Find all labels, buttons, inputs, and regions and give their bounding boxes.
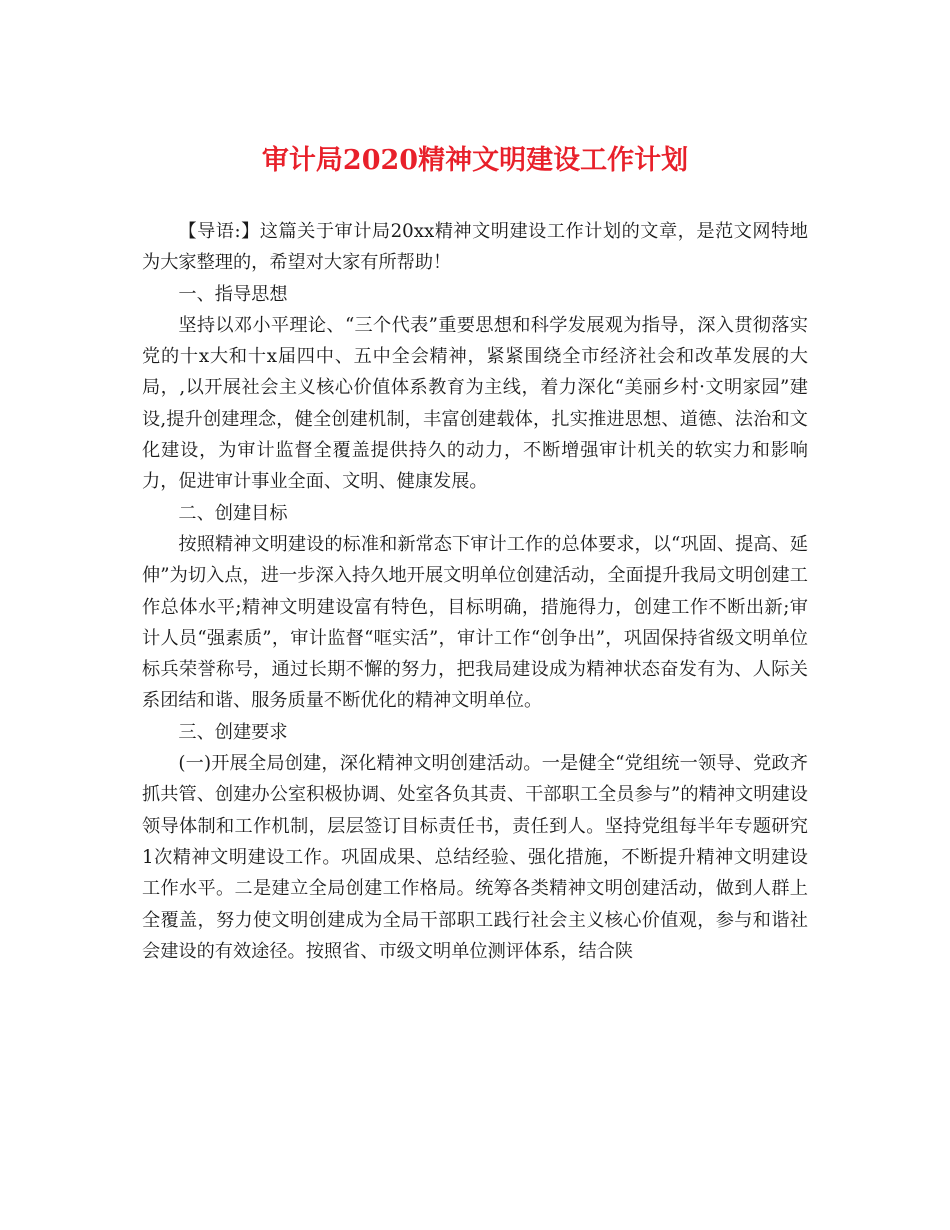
guiding-thought-paragraph: 坚持以邓小平理论、“三个代表”重要思想和科学发展观为指导，深入贯彻落实党的十x大和十x届四中、五中全会精神，紧紧围绕全市经济社会和改革发展的大局，,以开展社会主义核心价值体系教育为主线，着力深化“美丽乡村·文明家园”建设,提升创建理念，健全创建机制，丰富创建载体，扎实推进思想、道德、法治和文化建设，为审计监督全覆盖提供持久的动力，不断增强审计机关的软实力和影响力，促进审计事业全面、文明、健康发展。 xyxy=(142,314,808,493)
document-title: 审计局2020精神文明建设工作计划 xyxy=(261,145,689,176)
requirements-paragraph: (一)开展全局创建，深化精神文明创建活动。一是健全“党组统一领导、党政齐抓共管、创建办公室积极协调、处室各负其责、干部职工全员参与”的精神文明建设领导体制和工作机制，层层签订目标责任书，责任到人。坚持党组每半年专题研究1次精神文明建设工作。巩固成果、总结经验、强化措施，不断提升精神文明建设工作水平。二是建立全局创建工作格局。统筹各类精神文明创建活动，做到人群上全覆盖，努力使文明创建成为全局干部职工践行社会主义核心价值观，参与和谐社会建设的有效途径。按照省、市级文明单位测评体系，结合陕 xyxy=(142,753,808,962)
goals-paragraph: 按照精神文明建设的标准和新常态下审计工作的总体要求，以“巩固、提高、延伸”为切入点，进一步深入持久地开展文明单位创建活动，全面提升我局文明创建工作总体水平;精神文明建设富有特色，目标明确，措施得力，创建工作不断出新;审计人员“强素质”，审计监督“哐实活”，审计工作“创争出”，巩固保持省级文明单位标兵荣誉称号，通过长期不懈的努力，把我局建设成为精神状态奋发有为、人际关系团结和谐、服务质量不断优化的精神文明单位。 xyxy=(142,533,808,712)
section-heading-guiding-thought: 一、指导思想 xyxy=(178,283,288,305)
document-body xyxy=(142,216,808,967)
intro-paragraph: 【导语:】这篇关于审计局20xx精神文明建设工作计划的文章，是范文网特地为大家整理的，希望对大家有所帮助！ xyxy=(142,221,808,274)
section-heading-requirements: 三、创建要求 xyxy=(178,721,288,743)
section-heading-goals: 二、创建目标 xyxy=(178,502,288,524)
